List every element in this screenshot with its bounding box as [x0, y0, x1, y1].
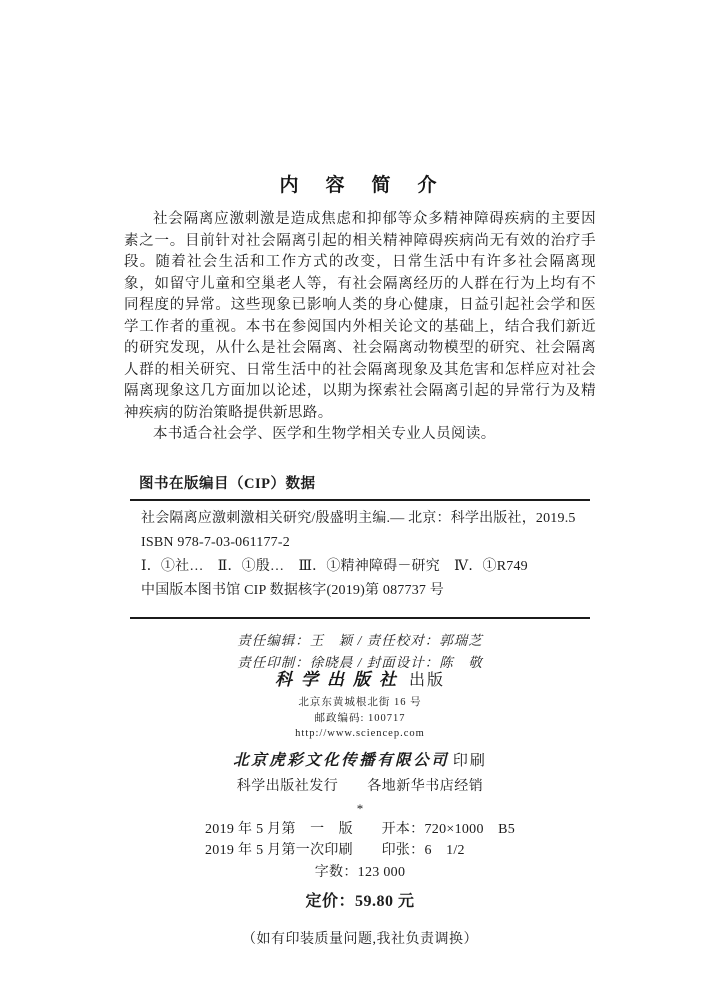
cip-data-block [124, 472, 596, 619]
publisher-address: 北京东黄城根北街 16 号 [298, 697, 422, 708]
intro-paragraph: 社会隔离应激刺激是造成焦虑和抑郁等众多精神障碍疾病的主要因素之一。目前针对社会隔离引起的相关精神障碍疾病尚无有效的治疗手段。随着社会生活和工作方式的改变，日常生活中有许多社会隔离现象，如留守儿童和空巢老人等，有社会隔离经历的人群在行为上均有不同程度的异常。这些现象已影响人类的身心健康，日益引起社会学和医学工作者的重视。本书在参阅国内外相关论文的基础上，结合我们新近的研究发现，从什么是社会隔离、社会隔离动物模型的研究、社会隔离人群的相关研究、日常生活中的社会隔离现象及其危害和怎样应对社会隔离现象这几方面加以论述，以期为探索社会隔离引起的异常行为及精神疾病的防治策略提供新思路。 [124, 211, 596, 421]
credits-print-design-line: 责任印制：徐晓晨 / 封面设计：陈 敬 [237, 654, 483, 670]
main-column [124, 0, 596, 674]
publisher-postcode: 邮政编码: 100717 [314, 712, 406, 724]
cip-heading: 图书在版编目（CIP）数据 [139, 475, 316, 492]
page-title: 内 容 简 介 [279, 175, 441, 196]
price-line: 定价：59.80 元 [305, 892, 415, 910]
cip-body [124, 501, 596, 611]
printrun-wrapper [0, 817, 720, 861]
intro-audience-line: 本书适合社会学、医学和生物学相关专业人员阅读。 [153, 426, 496, 442]
star-divider: * [356, 800, 364, 816]
quality-notice: （如有印装质量问题,我社负责调换） [242, 931, 478, 947]
cip-record-number: 中国版本图书馆 CIP 数据核字(2019)第 087737 号 [141, 582, 444, 598]
cip-isbn: ISBN 978-7-03-061177-2 [141, 534, 290, 550]
credits-editors-line: 责任编辑：王 颖 / 责任校对：郭瑞芝 [237, 632, 483, 648]
printer-suffix: 印刷 [452, 752, 487, 769]
printrun-block [205, 819, 515, 861]
publisher-website: http://www.sciencep.com [295, 728, 425, 739]
wordcount-line: 字数：123 000 [314, 864, 406, 880]
publisher-line [0, 665, 720, 690]
edition-line: 2019 年 5 月第 一 版 开本：720×1000 B5 [204, 821, 516, 837]
cip-classification: Ⅰ．①社… Ⅱ．①殷… Ⅲ．①精神障碍－研究 Ⅳ．①R749 [141, 558, 528, 574]
colophon-block [0, 665, 720, 948]
cip-title-line: 社会隔离应激刺激相关研究/殷盛明主编.— 北京：科学出版社，2019.5 [141, 510, 576, 526]
impression-line: 2019 年 5 月第一次印刷 印张：6 1/2 [204, 842, 465, 858]
publisher-suffix: 出版 [408, 672, 445, 689]
distribution-line: 科学出版社发行 各地新华书店经销 [236, 778, 484, 794]
cip-bottom-rule [130, 617, 590, 619]
publisher-logotype: 科学出版社 [274, 670, 405, 689]
printer-logotype: 北京虎彩文化传播有限公司 [233, 751, 450, 769]
printer-line [0, 748, 720, 770]
